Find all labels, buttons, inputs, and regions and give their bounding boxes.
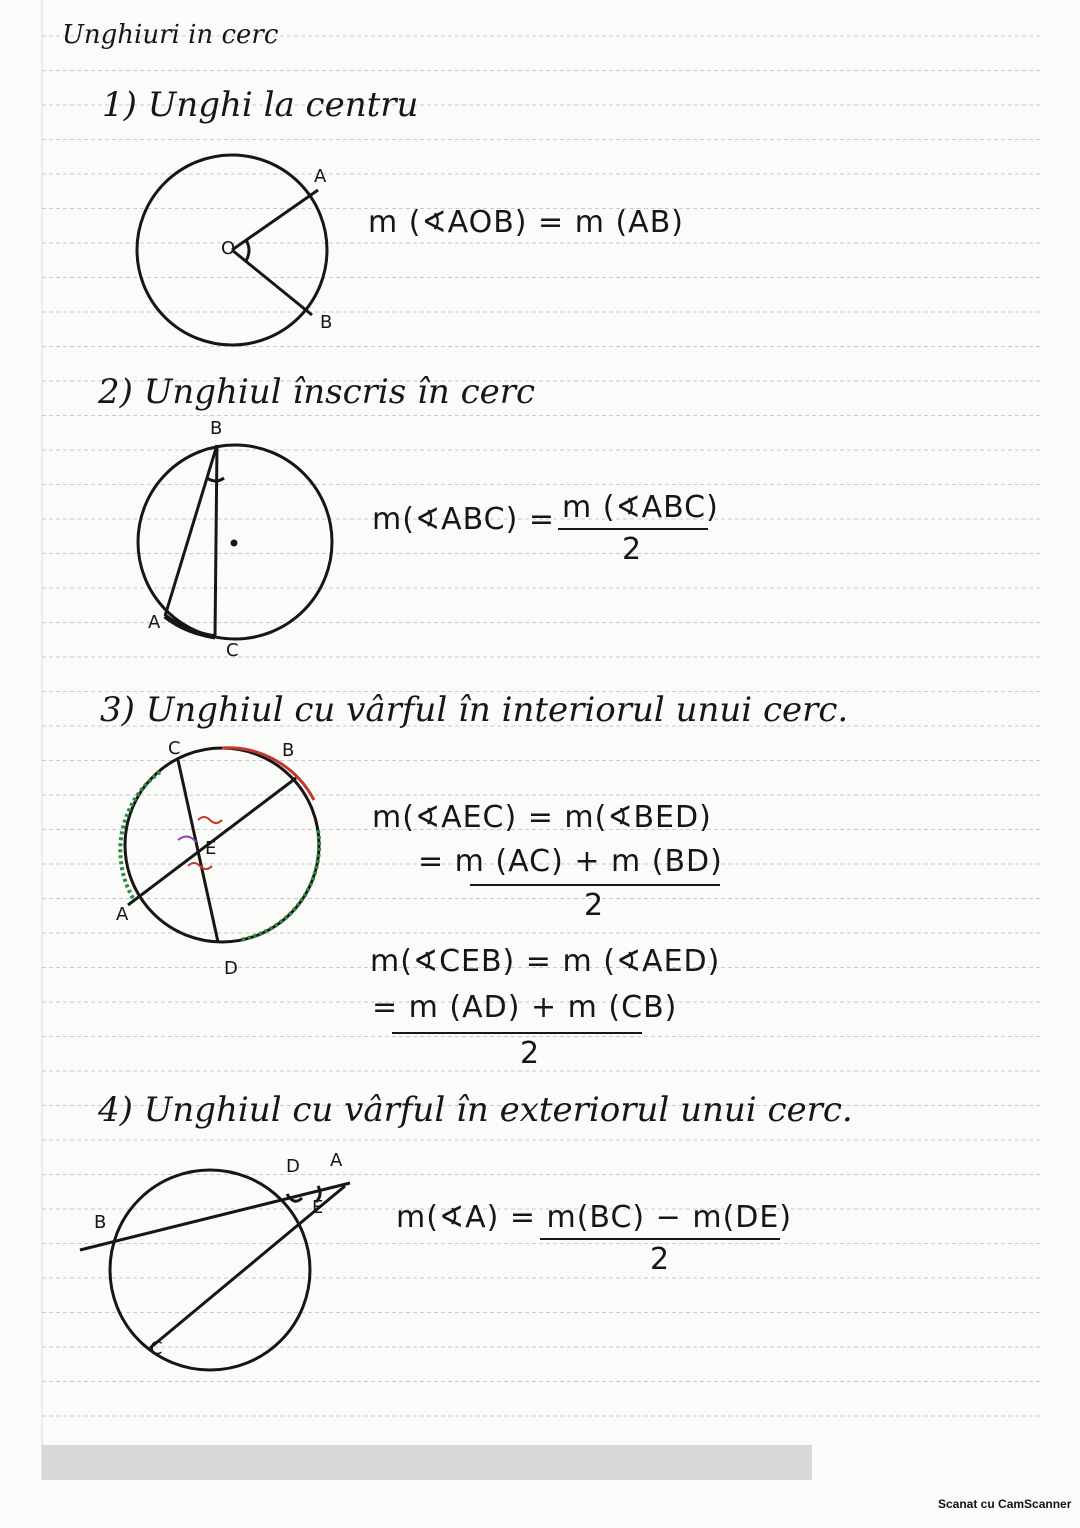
formula-3b-den: 2 [520, 1036, 540, 1071]
fraction-line [392, 1032, 642, 1034]
chord-BC [215, 445, 217, 637]
label-C: C [168, 738, 181, 759]
fraction-line [558, 528, 708, 530]
center-dot [232, 541, 236, 545]
label-A: A [314, 166, 327, 187]
scan-edge-strip [42, 1445, 812, 1480]
formula-inscribed-left: m(∢ABC) = [372, 502, 555, 537]
label-O: O [221, 238, 236, 259]
formula-exterior-den: 2 [650, 1242, 670, 1277]
arc-CB-mark [222, 748, 314, 800]
diagram-interior-vertex [120, 748, 319, 942]
formula-3b-top: m(∢CEB) = m (∢AED) [370, 944, 721, 979]
formula-3b-num: = m (AD) + m (CB) [372, 990, 678, 1025]
diagram-inscribed-angle [138, 445, 332, 639]
scanner-watermark: Scanat cu CamScanner [938, 1497, 1072, 1511]
label-B: B [210, 418, 223, 439]
angle-mark-E [178, 836, 196, 842]
label-E: E [205, 838, 217, 859]
page-title: Unghiuri in cerc [62, 20, 279, 50]
label-D: D [286, 1156, 300, 1177]
formula-3a-den: 2 [584, 888, 604, 923]
label-A: A [330, 1150, 343, 1171]
label-A: A [116, 904, 129, 925]
label-B: B [94, 1212, 107, 1233]
formula-exterior-num: m(∢A) = m(BC) − m(DE) [396, 1200, 793, 1235]
label-A: A [148, 612, 161, 633]
angle-mark-top [198, 817, 222, 823]
formula-inscribed-den: 2 [622, 532, 642, 567]
fraction-line [540, 1238, 780, 1240]
label-D: D [224, 958, 238, 979]
formula-central-angle: m (∢AOB) = m (AB) [368, 205, 684, 240]
formula-3a-num: = m (AC) + m (BD) [418, 844, 723, 879]
label-B: B [282, 740, 295, 761]
fraction-line [470, 884, 720, 886]
diagram-exterior-vertex [80, 1170, 350, 1370]
section-2-heading: 2) Unghiul înscris în cerc [98, 372, 536, 412]
section-4-heading: 4) Unghiul cu vârful în exteriorul unui cerc. [98, 1090, 853, 1130]
label-C: C [150, 1338, 163, 1359]
formula-inscribed-num: m (∢ABC) [562, 490, 719, 525]
radius-OB [232, 250, 312, 315]
angle-mark-O [246, 240, 249, 261]
formula-3a-top: m(∢AEC) = m(∢BED) [372, 800, 712, 835]
label-B: B [320, 312, 333, 333]
section-3-heading: 3) Unghiul cu vârful în interiorul unui cerc. [100, 690, 849, 730]
label-C: C [226, 640, 239, 661]
section-1-heading: 1) Unghi la centru [102, 85, 419, 125]
label-E: E [312, 1197, 324, 1218]
chord-BA [165, 445, 217, 616]
